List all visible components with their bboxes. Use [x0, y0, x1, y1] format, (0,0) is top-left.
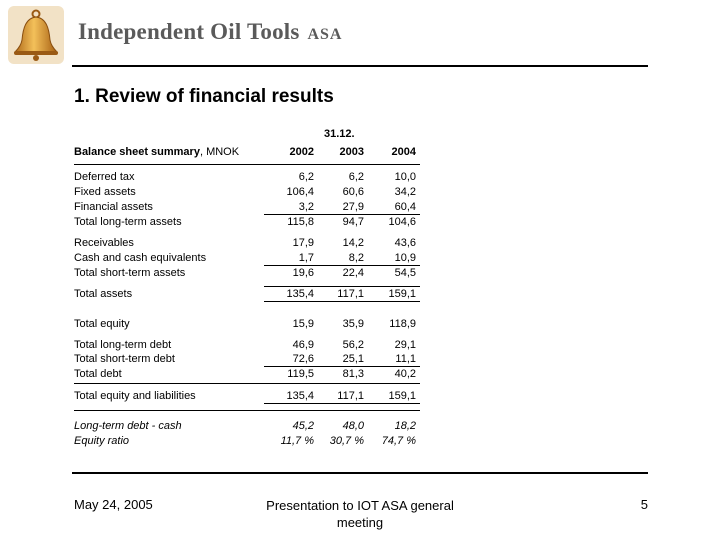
- cell-2002: 119,5: [287, 368, 314, 380]
- cell-2004: 104,6: [388, 216, 416, 228]
- cell-2002: 11,7 %: [280, 435, 314, 447]
- cell-2003: 27,9: [342, 201, 364, 213]
- cell-2003: 30,7 %: [329, 435, 364, 447]
- table-row: [74, 419, 420, 434]
- row-label: Long-term debt - cash: [74, 420, 182, 432]
- row-label: Total equity and liabilities: [74, 390, 196, 402]
- total-rule-top: [264, 286, 420, 287]
- subtotal-rule: [264, 214, 420, 215]
- top-divider: [72, 65, 648, 67]
- table-row: [74, 352, 420, 367]
- cell-2004: 159,1: [388, 390, 416, 402]
- table-row: [74, 317, 420, 332]
- cell-2004: 159,1: [388, 288, 416, 300]
- cell-2002: 106,4: [286, 186, 314, 198]
- year-header-2003: 2003: [339, 146, 364, 158]
- cell-2003: 22,4: [342, 267, 364, 279]
- cell-2003: 60,6: [342, 186, 364, 198]
- row-label: Receivables: [74, 237, 134, 249]
- cell-2004: 60,4: [394, 201, 416, 213]
- table-caption: [74, 146, 239, 158]
- row-label: Total debt: [74, 368, 122, 380]
- row-label: Financial assets: [74, 201, 153, 213]
- cell-2002: 6,2: [298, 171, 314, 183]
- table-row: [74, 389, 420, 404]
- table-row: [74, 287, 420, 302]
- cell-2002: 72,6: [292, 353, 314, 365]
- cell-2003: 94,7: [342, 216, 364, 228]
- footer-presentation: Presentation to IOT ASA general meeting: [266, 498, 454, 530]
- table-caption-bold: Balance sheet summary: [74, 146, 200, 158]
- cell-2002: 135,4: [286, 390, 314, 402]
- cell-2003: 35,9: [342, 318, 364, 330]
- cell-2003: 117,1: [337, 390, 364, 402]
- table-row: [74, 185, 420, 200]
- total-rule-bottom: [264, 301, 420, 302]
- table-row: [74, 236, 420, 251]
- cell-2003: 25,1: [342, 353, 364, 365]
- total-rule-bottom: [264, 403, 420, 404]
- year-header-2004: 2004: [391, 146, 416, 158]
- row-label: Total long-term assets: [74, 216, 182, 228]
- row-label: Total short-term debt: [74, 353, 175, 365]
- row-label: Total short-term assets: [74, 267, 186, 279]
- cell-2003: 56,2: [342, 339, 364, 351]
- company-name-main: Independent Oil Tools: [78, 19, 300, 44]
- cell-2004: 118,9: [389, 318, 416, 330]
- cell-2003: 48,0: [342, 420, 364, 432]
- cell-2003: 6,2: [348, 171, 364, 183]
- cell-2002: 17,9: [292, 237, 314, 249]
- cell-2004: 43,6: [394, 237, 416, 249]
- cell-2002: 46,9: [292, 339, 314, 351]
- table-caption-unit: , MNOK: [199, 146, 240, 158]
- cell-2004: 18,2: [394, 420, 416, 432]
- table-row: [74, 170, 420, 185]
- section-rule: [74, 410, 420, 411]
- row-label: Cash and cash equivalents: [74, 252, 207, 264]
- subtotal-rule: [264, 265, 420, 266]
- cell-2003: 81,3: [342, 368, 364, 380]
- date-group-header: 31.12.: [324, 128, 355, 140]
- cell-2004: 74,7 %: [381, 435, 416, 447]
- row-label: Total equity: [74, 318, 130, 330]
- row-label: Total long-term debt: [74, 339, 172, 351]
- row-label: Deferred tax: [74, 171, 135, 183]
- row-label: Total assets: [74, 288, 133, 300]
- table-row: [74, 215, 420, 230]
- cell-2002: 3,2: [298, 201, 314, 213]
- table-row: [74, 367, 420, 382]
- bottom-divider: [72, 472, 648, 474]
- cell-2004: 29,1: [394, 339, 416, 351]
- cell-2004: 40,2: [394, 368, 416, 380]
- table-row: [74, 200, 420, 215]
- year-header-2002: 2002: [289, 146, 314, 158]
- page-number: 5: [640, 497, 648, 512]
- row-label: Equity ratio: [74, 435, 130, 447]
- cell-2004: 10,0: [394, 171, 416, 183]
- section-rule: [74, 383, 420, 384]
- row-label: Fixed assets: [74, 186, 136, 198]
- header-rule: [74, 164, 420, 165]
- table-row: [74, 338, 420, 353]
- cell-2002: 15,9: [292, 318, 314, 330]
- table-row: [74, 251, 420, 266]
- table-row: [74, 266, 420, 281]
- company-name-suffix: ASA: [307, 26, 343, 43]
- cell-2004: 11,1: [395, 353, 416, 365]
- cell-2002: 115,8: [287, 216, 314, 228]
- cell-2003: 8,2: [348, 252, 364, 264]
- cell-2004: 54,5: [394, 267, 416, 279]
- bell-logo-icon: [8, 6, 64, 64]
- cell-2002: 1,7: [298, 252, 314, 264]
- cell-2004: 10,9: [394, 252, 416, 264]
- cell-2003: 117,1: [337, 288, 364, 300]
- cell-2004: 34,2: [394, 186, 416, 198]
- subtotal-rule: [264, 366, 420, 367]
- slide-title: 1. Review of financial results: [74, 86, 334, 107]
- table-row: [74, 434, 420, 449]
- cell-2002: 45,2: [292, 420, 314, 432]
- cell-2003: 14,2: [342, 237, 364, 249]
- cell-2002: 135,4: [286, 288, 314, 300]
- company-name: [78, 19, 342, 45]
- cell-2002: 19,6: [292, 267, 314, 279]
- footer-date: May 24, 2005: [74, 497, 153, 512]
